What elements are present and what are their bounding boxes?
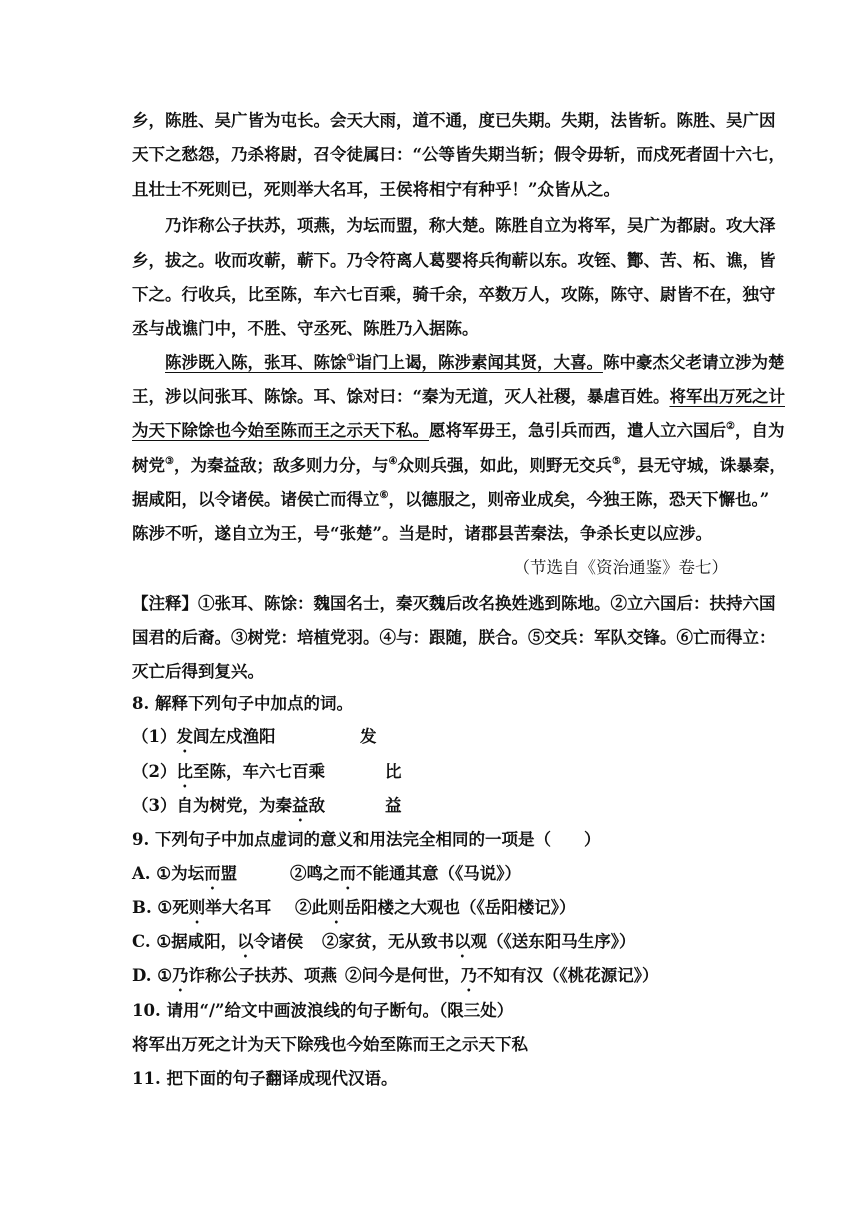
option-d <box>132 965 337 995</box>
passage-line <box>132 420 784 442</box>
option-text: 举大名耳 <box>205 898 272 917</box>
passage-line <box>132 489 769 511</box>
option-text: 岳阳楼之大观也（《岳阳楼记》） <box>344 898 576 917</box>
option-b-second <box>295 897 576 927</box>
option-text: ②家贫，无从致书 <box>322 932 454 951</box>
question-8-item-3 <box>132 795 325 825</box>
notes-line: 【注释】①张耳、陈馀：魏国名士，秦灭魏后改名换姓逃到陈地。②立六国后：扶持六国 <box>132 594 776 613</box>
dotted-word: 发 <box>176 727 193 746</box>
option-a-second <box>290 863 521 893</box>
option-text: 令诸侯 <box>253 932 304 951</box>
passage-line: 乃诈称公子扶苏，项燕，为坛而盟，称大楚。陈胜自立为将军，吴广为都尉。攻大泽 <box>165 216 776 235</box>
option-text: B. ①死 <box>132 898 189 917</box>
option-text: 盟 <box>220 864 238 883</box>
item-text: （3）自为树党，为秦 <box>132 796 292 815</box>
question-8-item-1 <box>132 726 275 756</box>
passage-line <box>132 455 786 477</box>
question-8-item-2 <box>132 761 325 791</box>
passage-text: 陈中豪杰父老请立涉为楚 <box>602 353 785 372</box>
question-10-stem: 10. 请用“/”给文中画波浪线的句子断句。（限三处） <box>132 1001 514 1020</box>
passage-text: 愿将军毋王，急引兵而西，遣人立六国后 <box>429 421 726 440</box>
question-8-stem: 8. 解释下列句子中加点的词。 <box>132 694 353 713</box>
question-11-stem: 11. 把下面的句子翻译成现代汉语。 <box>132 1069 398 1088</box>
dotted-word: 而 <box>339 864 356 883</box>
item-number: （1） <box>132 727 177 746</box>
option-b <box>132 897 271 927</box>
passage-line <box>132 386 785 408</box>
passage-line: 乡，陈胜、吴广皆为屯长。会天大雨，道不通，度已失期。失期，法皆斩。陈胜、吴广因 <box>132 111 776 130</box>
source-citation: （节选自《资治通鉴》卷七） <box>513 558 728 577</box>
option-text: ②问今是何世， <box>345 966 461 985</box>
dotted-word: 而 <box>204 864 221 883</box>
notes-line: 国君的后裔。③树党：培植党羽。④与：跟随，朕合。⑤交兵：军队交锋。⑥亡而得立： <box>132 628 776 647</box>
dotted-word: 益 <box>291 796 309 815</box>
option-text: 观（《送东阳马生序》） <box>470 932 636 951</box>
passage-text: 据咸阳，以令诸侯。诸侯亡而得立 <box>132 490 380 509</box>
option-text: 不知有汉（《桃花源记》） <box>477 966 659 985</box>
answer-word: 益 <box>385 796 402 815</box>
passage-text: 众则兵强，如此，则野无交兵 <box>397 456 612 475</box>
option-text: 诈称公子扶苏、项燕 <box>188 966 338 985</box>
dotted-word: 乃 <box>172 966 189 985</box>
passage-line: 丞与战谯门中，不胜、守丞死、陈胜乃入据陈。 <box>132 319 479 338</box>
passage-line <box>165 352 784 374</box>
item-text: 敌 <box>308 796 325 815</box>
wavy-underlined-text: 将军出万死之计 <box>669 387 785 406</box>
passage-text: ，为秦益敌；敌多则力分，与 <box>173 456 389 475</box>
option-text: C. ①据咸阳， <box>132 932 238 951</box>
footnote-marker: ② <box>726 421 735 432</box>
footnote-marker: ⑥ <box>379 490 389 501</box>
underlined-text: 陈涉既入陈，张耳、陈馀①诣门上谒，陈涉素闻其贤，大喜。 <box>165 353 603 372</box>
dotted-word: 比 <box>176 762 193 781</box>
passage-line: 且壮士不死则已，死则举大名耳，王侯将相宁有种乎！”众皆从之。 <box>132 180 620 199</box>
option-text: D. ① <box>132 966 173 985</box>
answer-word: 发 <box>360 727 377 746</box>
option-text: ②鸣之 <box>290 864 340 883</box>
answer-word: 比 <box>385 762 402 781</box>
option-c <box>132 931 303 961</box>
option-a <box>132 863 237 893</box>
dotted-word: 以 <box>237 932 254 951</box>
dotted-word: 则 <box>328 898 345 917</box>
passage-line: 陈涉不听，遂自立为王，号“张楚”。当是时，诸郡县苦秦法，争杀长吏以应涉。 <box>132 524 712 543</box>
footnote-marker: ⑤ <box>611 456 621 467</box>
option-c-second <box>322 931 636 961</box>
question-9-stem: 9. 下列句子中加点虚词的意义和用法完全相同的一项是（ ） <box>132 830 601 849</box>
item-number: （2） <box>132 762 177 781</box>
passage-line: 乡，拔之。收而攻蕲，蕲下。乃令符离人葛婴将兵徇蕲以东。攻铚、酇、苦、柘、谯，皆 <box>132 251 776 270</box>
item-text: 至陈，车六七百乘 <box>192 762 325 781</box>
passage-text: ，自为 <box>734 421 785 440</box>
footnote-marker: ③ <box>165 456 174 467</box>
option-text: A. ①为坛 <box>132 864 205 883</box>
notes-line: 灭亡后得到复兴。 <box>132 662 264 681</box>
option-text: ②此 <box>295 898 328 917</box>
passage-text: ，县无守城，诛暴秦， <box>620 456 786 475</box>
dotted-word: 则 <box>188 898 206 917</box>
wavy-underlined-text: 为天下除馀也今始至陈而王之示天下私。 <box>132 421 429 440</box>
option-d-second <box>345 965 659 995</box>
passage-line: 天下之愁怨，乃杀将尉，召令徒属曰：“公等皆失期当斩；假令毋斩，而戍死者固十六七， <box>132 145 785 164</box>
footnote-marker: ④ <box>388 456 398 467</box>
dotted-word: 以 <box>454 932 471 951</box>
passage-text: ，以德服之，则帝业成矣，今独王陈，恐天下懈也。” <box>388 490 770 509</box>
dotted-word: 乃 <box>460 966 477 985</box>
passage-text: 树党 <box>132 456 165 475</box>
footnote-marker: ① <box>346 353 356 364</box>
question-10-sentence: 将军出万死之计为天下除残也今始至陈而王之示天下私 <box>132 1035 528 1054</box>
passage-line: 下之。行收兵，比至陈，车六七百乘，骑千余，卒数万人，攻陈，陈守、尉皆不在，独守 <box>132 285 776 304</box>
item-text: 闾左戍渔阳 <box>192 727 276 746</box>
passage-text: 王，涉以问张耳、陈馀。耳、馀对曰：“秦为无道，灭人社稷，暴虐百姓。 <box>132 387 670 406</box>
option-text: 不能通其意（《马说》） <box>356 864 521 883</box>
